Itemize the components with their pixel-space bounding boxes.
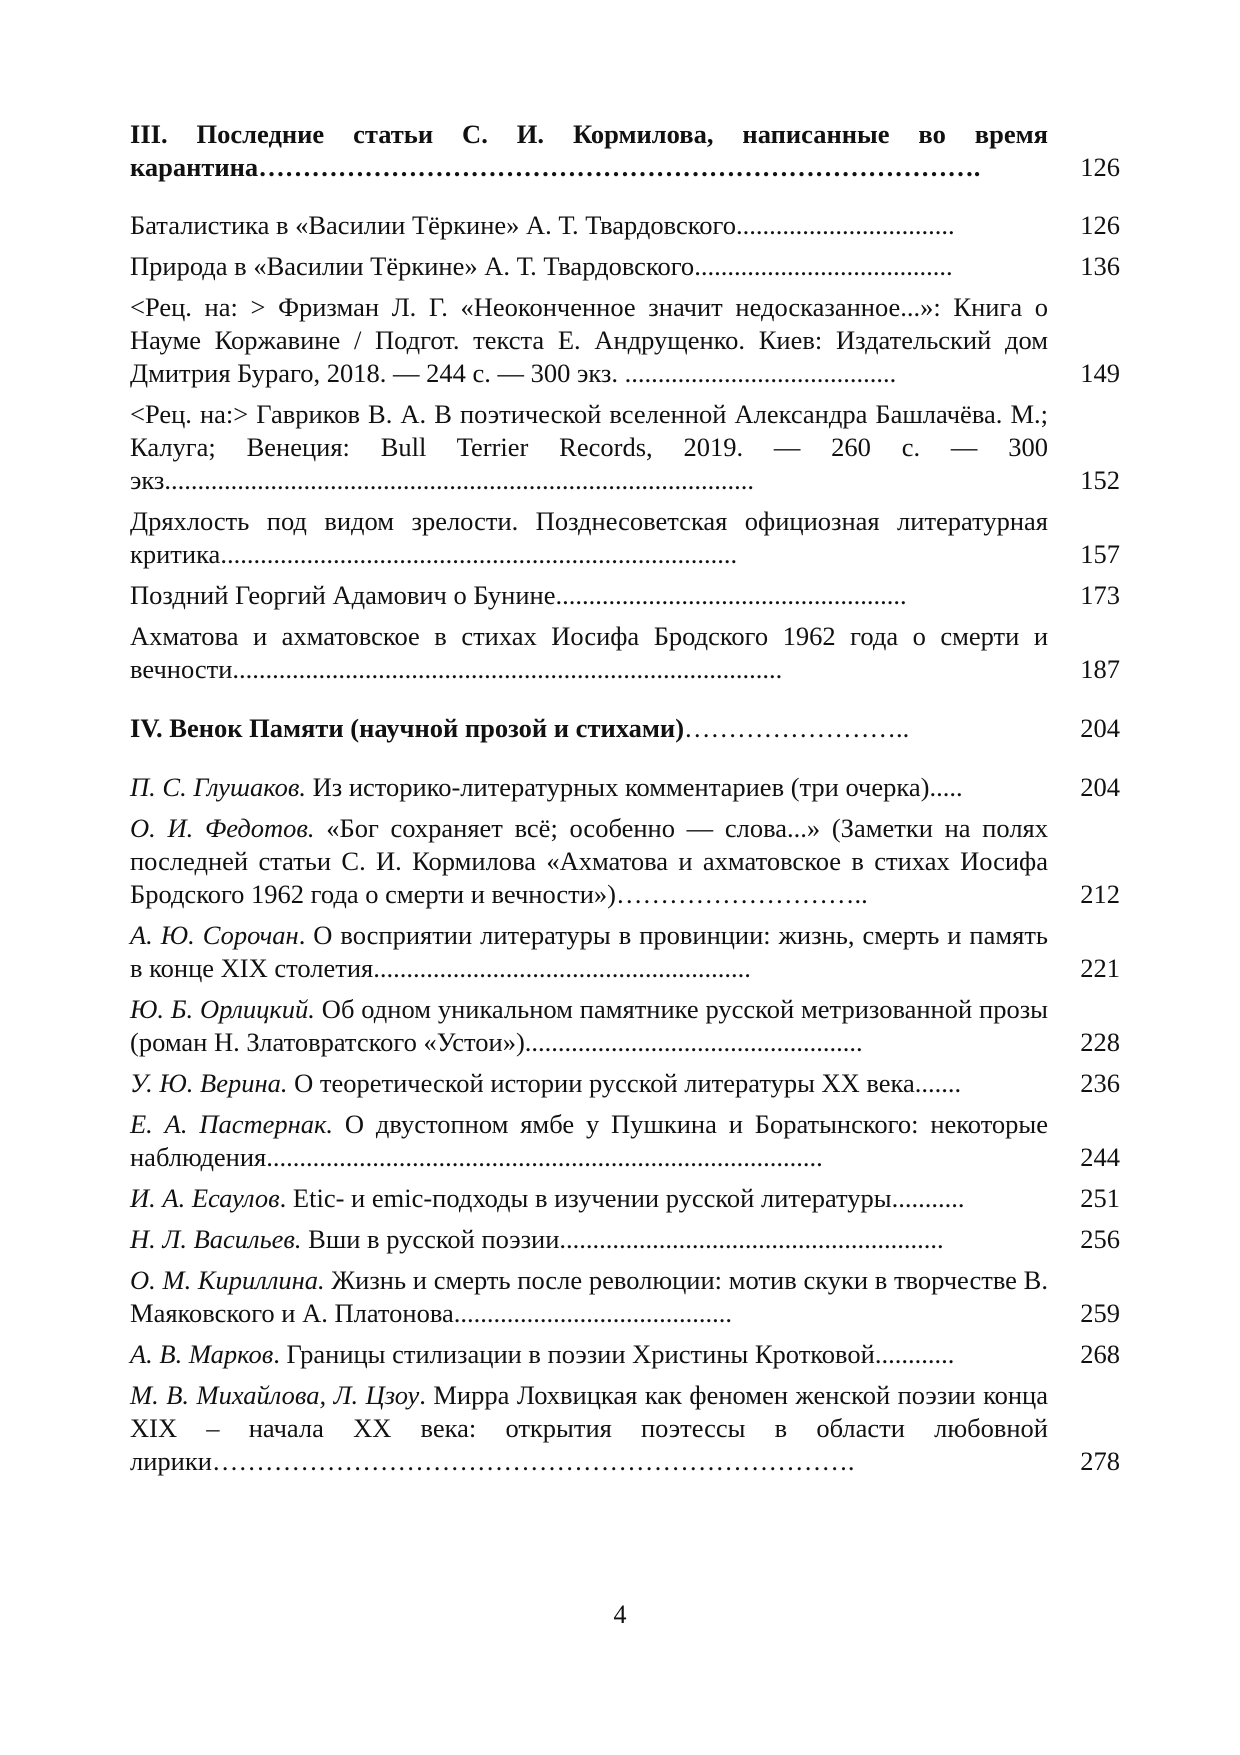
dot-leader: ..... <box>929 772 963 802</box>
page-ref: 152 <box>1080 465 1120 495</box>
entry-title: Ахматова и ахматовское в стихах Иосифа Бродского 1962 года о смерти и вечности <box>130 621 1048 684</box>
toc-entry <box>130 579 1120 612</box>
entry-author: Н. Л. Васильев. <box>130 1224 302 1254</box>
dot-leader: ......................................................................................... <box>164 465 754 495</box>
dot-leader: .......................................... <box>453 1298 732 1328</box>
dot-leader: ………………………………………………………………. <box>211 1446 855 1476</box>
entry-text <box>130 1379 1048 1478</box>
page-ref: 278 <box>1080 1446 1120 1476</box>
section-title: IV. Венок Памяти (научной прозой и стихами) <box>130 713 685 743</box>
page-ref: 126 <box>1080 210 1120 240</box>
entry-title: Об одном уникальном памятнике русской метризованной прозы (роман Н. Златовратского «Устои») <box>130 994 1048 1057</box>
dot-leader: ................................. <box>736 210 955 240</box>
dot-leader: ......................................... <box>617 358 897 388</box>
entry-author: Ю. Б. Орлицкий. <box>130 994 315 1024</box>
section-title-line <box>130 712 1048 745</box>
toc-entry <box>130 291 1120 390</box>
entry-text <box>130 1223 1048 1256</box>
page-ref: 126 <box>1080 152 1120 182</box>
dot-leader: ................................................................................... <box>232 654 783 684</box>
entry-text <box>130 250 1048 283</box>
toc-entry <box>130 1338 1120 1371</box>
entry-author: У. Ю. Верина. <box>130 1068 288 1098</box>
entry-text <box>130 1264 1048 1330</box>
entry-title: О теоретической истории русской литературы XX века <box>287 1068 915 1098</box>
entry-text <box>130 1182 1048 1215</box>
toc-entry <box>130 993 1120 1059</box>
page-ref: 212 <box>1080 879 1120 909</box>
dot-leader: ……………………….. <box>616 879 868 909</box>
toc-entry <box>130 1067 1120 1100</box>
dot-leader: .................................................................................... <box>266 1142 823 1172</box>
entry-text <box>130 291 1048 390</box>
page-ref: 136 <box>1080 251 1120 281</box>
entry-author: А. Ю. Сорочан <box>130 920 299 950</box>
dot-leader: .............................................................................. <box>220 539 738 569</box>
toc-entry <box>130 250 1120 283</box>
dot-leader: ................................................... <box>524 1027 863 1057</box>
page-ref: 259 <box>1080 1298 1120 1328</box>
entry-text <box>130 812 1048 911</box>
section-heading <box>130 118 1120 184</box>
page-ref: 204 <box>1080 713 1120 743</box>
page-ref: 173 <box>1080 580 1120 610</box>
entry-title: . О восприятии литературы в провинции: жизнь, смерть и память в конце XIX столетия <box>130 920 1048 983</box>
dot-leader: ........... <box>891 1183 965 1213</box>
page-ref: 204 <box>1080 772 1120 802</box>
entry-text <box>130 620 1048 686</box>
dot-leader: ………………………………………………………………………. <box>258 152 981 182</box>
section-heading <box>130 712 1120 745</box>
toc-entry <box>130 398 1120 497</box>
entry-text <box>130 1338 1048 1371</box>
page-ref: 244 <box>1080 1142 1120 1172</box>
dot-leader: ..................................................... <box>555 580 907 610</box>
dot-leader: ....... <box>914 1068 962 1098</box>
entry-text <box>130 505 1048 571</box>
page-ref: 187 <box>1080 654 1120 684</box>
entry-title: Из историко-литературных комментариев (три очерка) <box>305 772 930 802</box>
section-title-line <box>130 118 1048 184</box>
entry-text <box>130 771 1048 804</box>
page-ref: 228 <box>1080 1027 1120 1057</box>
entry-text <box>130 993 1048 1059</box>
toc-entry <box>130 620 1120 686</box>
entry-title: Поздний Георгий Адамович о Бунине <box>130 580 556 610</box>
dot-leader: ....................................... <box>694 251 953 281</box>
toc-entry <box>130 1379 1120 1478</box>
page-number: 4 <box>613 1600 627 1629</box>
entry-text <box>130 1108 1048 1174</box>
toc-entry <box>130 1223 1120 1256</box>
toc-entry <box>130 812 1120 911</box>
entry-title: . Etic- и emic-подходы в изучении русской литературы <box>279 1183 892 1213</box>
table-of-contents <box>130 118 1120 1478</box>
page-ref: 256 <box>1080 1224 1120 1254</box>
entry-author: А. В. Марков <box>130 1339 274 1369</box>
page-ref: 157 <box>1080 539 1120 569</box>
entry-text <box>130 1067 1048 1100</box>
entry-title: . Мирра Лохвицкая как феномен женской поэзии конца XIX – начала XX века: открытия поэтессы в области любовной лирики <box>130 1380 1048 1476</box>
entry-author: О. И. Федотов. <box>130 813 315 843</box>
entry-text <box>130 919 1048 985</box>
toc-entry <box>130 771 1120 804</box>
entry-title: Вши в русской поэзии <box>301 1224 560 1254</box>
page-ref: 221 <box>1080 953 1120 983</box>
entry-title: О двустопном ямбе у Пушкина и Боратынского: некоторые наблюдения <box>130 1109 1048 1172</box>
page-ref: 149 <box>1080 358 1120 388</box>
entry-title: Природа в «Василии Тёркине» А. Т. Твардовского <box>130 251 695 281</box>
toc-entry <box>130 505 1120 571</box>
entry-author: М. В. Михайлова, Л. Цзоу <box>130 1380 420 1410</box>
dot-leader: ............ <box>874 1339 955 1369</box>
entry-title: Баталистика в «Василии Тёркине» А. Т. Твардовского <box>130 210 736 240</box>
toc-entry <box>130 1182 1120 1215</box>
entry-title: . Границы стилизации в поэзии Христины Кротковой <box>273 1339 875 1369</box>
entry-title: Жизнь и смерть после революции: мотив скуки в творчестве В. Маяковского и А. Платонова <box>130 1265 1048 1328</box>
dot-leader: …………………….. <box>684 713 910 743</box>
page-ref: 236 <box>1080 1068 1120 1098</box>
entry-title: <Рец. на:> Гавриков В. А. В поэтической вселенной Александра Башлачёва. М.; Калуга; Венеция: Bull Terrier Records, 2019. — 260 с. — 300 экз <box>130 399 1048 495</box>
section-title: III. Последние статьи С. И. Кормилова, написанные во время карантина <box>130 119 1048 182</box>
toc-entry <box>130 919 1120 985</box>
page-ref: 251 <box>1080 1183 1120 1213</box>
toc-entry <box>130 209 1120 242</box>
entry-text <box>130 398 1048 497</box>
toc-entry <box>130 1108 1120 1174</box>
entry-author: Е. А. Пастернак. <box>130 1109 334 1139</box>
entry-author: О. М. Кириллина. <box>130 1265 325 1295</box>
page-ref: 268 <box>1080 1339 1120 1369</box>
dot-leader: .......................................................... <box>559 1224 944 1254</box>
entry-text <box>130 579 1048 612</box>
entry-title: Дряхлость под видом зрелости. Позднесоветская официозная литературная критика <box>130 506 1048 569</box>
entry-text <box>130 209 1048 242</box>
entry-author: П. С. Глушаков. <box>130 772 306 802</box>
toc-entry <box>130 1264 1120 1330</box>
entry-title: <Рец. на: > Фризман Л. Г. «Неоконченное значит недосказанное...»: Книга о Науме Коржавине / Подгот. текста Е. Андрущенко. Киев: Издательский дом Дмитрия Бураго, 2018. — 244 с. — 300 экз. <box>130 292 1048 388</box>
dot-leader: ......................................................... <box>373 953 751 983</box>
entry-author: И. А. Есаулов <box>130 1183 280 1213</box>
entry-title: «Бог сохраняет всё; особенно — слова...» (Заметки на полях последней статьи С. И. Кормилова «Ахматова и ахматовское в стихах Иосифа Бродского 1962 года о смерти и вечности») <box>130 813 1048 909</box>
